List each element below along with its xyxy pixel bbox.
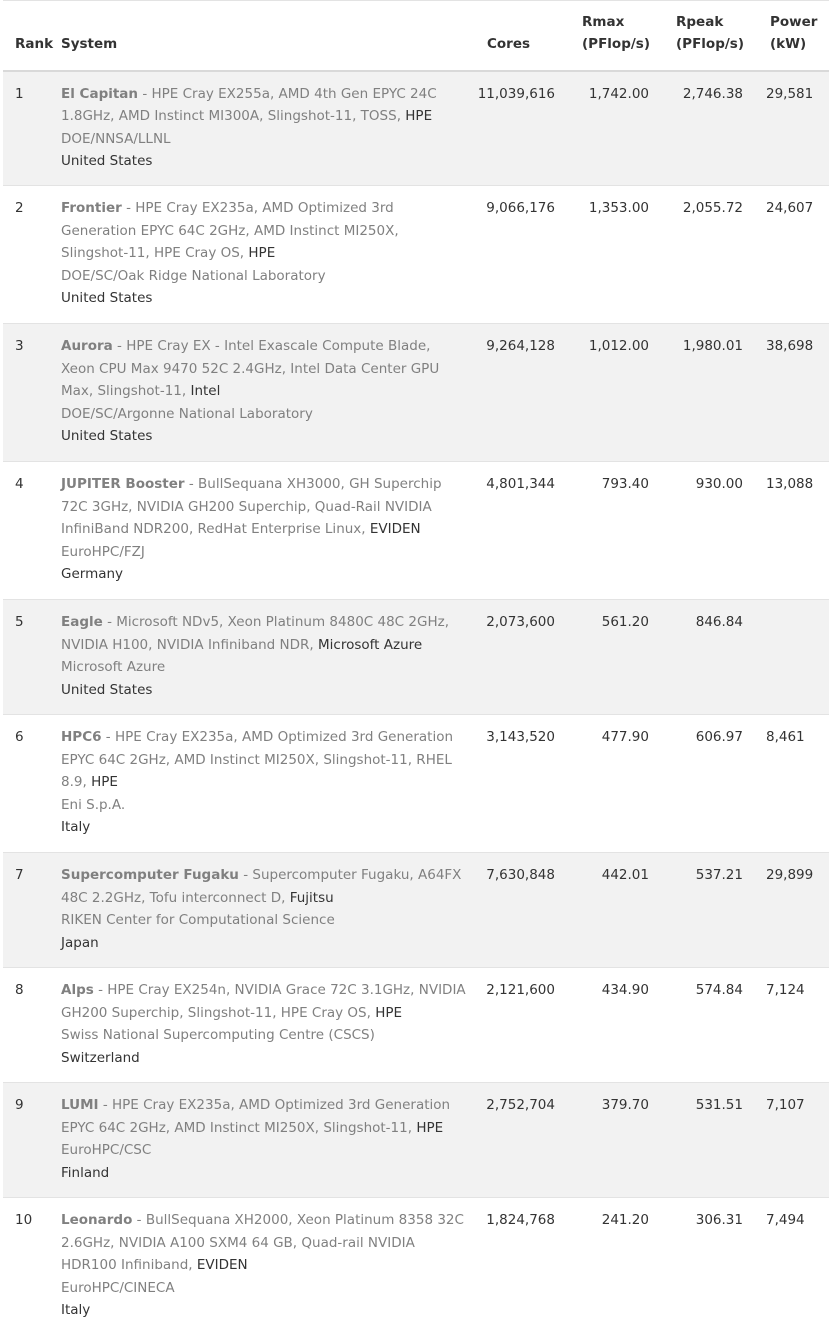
system-name-link[interactable]: Alps <box>61 982 94 998</box>
power-value: 29,899 <box>766 867 814 883</box>
rank-cell <box>3 462 61 600</box>
rmax-value: 442.01 <box>601 867 649 883</box>
power-cell <box>743 968 829 1083</box>
rmax-cell <box>555 462 649 600</box>
cores-cell <box>468 968 555 1083</box>
rmax-value: 1,742.00 <box>588 85 649 102</box>
table-row <box>3 462 829 600</box>
site-link[interactable]: DOE/NNSA/LLNL <box>61 130 171 147</box>
rpeak-cell <box>649 715 743 853</box>
rmax-cell <box>555 1198 649 1328</box>
country-name: United States <box>61 428 153 444</box>
site-link[interactable]: EuroHPC/CINECA <box>61 1279 175 1296</box>
power-value: 29,581 <box>766 85 814 102</box>
site-link[interactable]: Swiss National Supercomputing Centre (CSCS) <box>61 1027 375 1043</box>
top500-table <box>3 0 829 1328</box>
power-value: 8,461 <box>766 729 805 745</box>
cores-cell <box>468 715 555 853</box>
rpeak-value: 574.84 <box>695 982 743 998</box>
rpeak-cell <box>649 1083 743 1198</box>
table-row <box>3 186 829 324</box>
power-cell <box>743 1083 829 1198</box>
header-rmax[interactable]: Rmax (PFlop/s) <box>555 1 649 71</box>
power-value: 24,607 <box>766 200 814 216</box>
rank-value: 3 <box>15 338 24 354</box>
cores-value: 9,066,176 <box>486 200 555 216</box>
rpeak-cell <box>649 324 743 462</box>
rmax-value: 379.70 <box>601 1097 649 1113</box>
power-cell <box>743 71 829 186</box>
rank-cell <box>3 324 61 462</box>
rank-cell <box>3 71 61 186</box>
table-row <box>3 324 829 462</box>
system-description: - HPE Cray EX235a, AMD Optimized 3rd Generation EPYC 64C 2GHz, AMD Instinct MI250X, Slingshot-11, RHEL 8.9, <box>61 729 454 790</box>
table-row <box>3 968 829 1083</box>
site-link[interactable]: Eni S.p.A. <box>61 796 126 813</box>
country-name: United States <box>61 290 153 306</box>
rpeak-cell <box>649 853 743 968</box>
rank-value: 4 <box>15 476 24 492</box>
cores-value: 2,073,600 <box>486 614 555 630</box>
power-cell <box>743 715 829 853</box>
power-cell <box>743 324 829 462</box>
system-name-link[interactable]: Frontier <box>61 200 122 216</box>
system-description: - HPE Cray EX235a, AMD Optimized 3rd Generation EPYC 64C 2GHz, AMD Instinct MI250X, Slingshot-11, <box>61 1097 451 1136</box>
cores-value: 1,824,768 <box>486 1212 555 1228</box>
vendor-link[interactable]: HPE <box>405 108 433 124</box>
system-cell <box>61 1198 468 1328</box>
system-name-link[interactable]: Leonardo <box>61 1212 133 1228</box>
table-row <box>3 715 829 853</box>
cores-cell <box>468 462 555 600</box>
rmax-value: 1,012.00 <box>588 338 649 354</box>
rpeak-cell <box>649 968 743 1083</box>
rank-cell <box>3 968 61 1083</box>
system-cell <box>61 186 468 324</box>
country-name: Japan <box>61 934 99 951</box>
rmax-cell <box>555 600 649 715</box>
table-row <box>3 600 829 715</box>
rmax-cell <box>555 715 649 853</box>
site-link[interactable]: EuroHPC/FZJ <box>61 543 145 560</box>
system-name-link[interactable]: LUMI <box>61 1097 99 1113</box>
power-cell <box>743 186 829 324</box>
system-description: - HPE Cray EX255a, AMD 4th Gen EPYC 24C 1.8GHz, AMD Instinct MI300A, Slingshot-11, TOSS, <box>61 85 437 124</box>
country-name: United States <box>61 153 153 169</box>
vendor-link[interactable]: Intel <box>190 383 221 399</box>
site-link[interactable]: DOE/SC/Argonne National Laboratory <box>61 405 313 422</box>
system-description: - BullSequana XH3000, GH Superchip 72C 3GHz, NVIDIA GH200 Superchip, Quad-Rail NVIDIA InfiniBand NDR200, RedHat Enterprise Linux, <box>61 476 442 537</box>
power-value: 38,698 <box>766 338 814 354</box>
power-cell <box>743 853 829 968</box>
header-cores[interactable]: Cores <box>468 1 555 71</box>
table-body <box>3 71 829 1328</box>
power-value: 13,088 <box>766 476 814 492</box>
header-row <box>3 1 829 71</box>
system-name-link[interactable]: Supercomputer Fugaku <box>61 867 239 883</box>
site-link[interactable]: RIKEN Center for Computational Science <box>61 912 335 928</box>
system-cell <box>61 324 468 462</box>
cores-value: 7,630,848 <box>486 867 555 883</box>
rank-cell <box>3 600 61 715</box>
rmax-value: 434.90 <box>601 982 649 998</box>
system-cell <box>61 968 468 1083</box>
system-cell <box>61 462 468 600</box>
system-description: - Microsoft NDv5, Xeon Platinum 8480C 48C 2GHz, NVIDIA H100, NVIDIA Infiniband NDR, <box>61 614 449 653</box>
power-value: 7,494 <box>766 1212 805 1228</box>
rmax-cell <box>555 853 649 968</box>
rpeak-cell <box>649 186 743 324</box>
system-description: - HPE Cray EX235a, AMD Optimized 3rd Generation EPYC 64C 2GHz, AMD Instinct MI250X, Slingshot-11, HPE Cray OS, <box>61 200 399 261</box>
header-power[interactable]: Power (kW) <box>743 1 829 71</box>
table-row <box>3 853 829 968</box>
system-description: - BullSequana XH2000, Xeon Platinum 8358 32C 2.6GHz, NVIDIA A100 SXM4 64 GB, Quad-rail NVIDIA HDR100 Infiniband, <box>61 1212 464 1273</box>
cores-cell <box>468 1083 555 1198</box>
site-link[interactable]: Microsoft Azure <box>61 659 166 675</box>
rmax-cell <box>555 1083 649 1198</box>
cores-cell <box>468 71 555 186</box>
rmax-cell <box>555 324 649 462</box>
rpeak-value: 531.51 <box>695 1097 743 1113</box>
country-name: Switzerland <box>61 1049 140 1066</box>
vendor-link[interactable]: EVIDEN <box>369 521 421 537</box>
power-value: 7,124 <box>766 982 805 998</box>
system-name-link[interactable]: El Capitan <box>61 85 139 102</box>
top500-table-container <box>3 0 829 1328</box>
rank-value: 8 <box>15 982 24 998</box>
cores-cell <box>468 600 555 715</box>
rmax-value: 1,353.00 <box>588 200 649 216</box>
rank-value: 7 <box>15 867 24 883</box>
rank-cell <box>3 1198 61 1328</box>
header-rank[interactable]: Rank <box>3 1 61 71</box>
rpeak-value: 2,055.72 <box>682 200 743 216</box>
cores-cell <box>468 1198 555 1328</box>
rpeak-value: 537.21 <box>695 867 743 883</box>
rank-cell <box>3 186 61 324</box>
rpeak-value: 2,746.38 <box>682 85 743 102</box>
power-value: 7,107 <box>766 1097 805 1113</box>
cores-cell <box>468 853 555 968</box>
rank-value: 1 <box>15 85 24 102</box>
rpeak-cell <box>649 600 743 715</box>
rmax-value: 793.40 <box>601 476 649 492</box>
system-name-link[interactable]: Aurora <box>61 338 113 354</box>
rmax-cell <box>555 968 649 1083</box>
site-link[interactable]: EuroHPC/CSC <box>61 1142 152 1158</box>
rank-cell <box>3 715 61 853</box>
country-name: United States <box>61 681 153 698</box>
cores-value: 3,143,520 <box>486 729 555 745</box>
cores-cell <box>468 186 555 324</box>
table-row <box>3 1198 829 1328</box>
rank-cell <box>3 1083 61 1198</box>
country-name: Finland <box>61 1164 110 1181</box>
cores-value: 2,121,600 <box>486 982 555 998</box>
vendor-link[interactable]: HPE <box>248 245 276 261</box>
country-name: Italy <box>61 1302 91 1318</box>
rpeak-cell <box>649 71 743 186</box>
header-system[interactable]: System <box>61 1 468 71</box>
table-header <box>3 1 829 71</box>
cores-value: 2,752,704 <box>486 1097 555 1113</box>
site-link[interactable]: DOE/SC/Oak Ridge National Laboratory <box>61 267 326 284</box>
power-cell <box>743 600 829 715</box>
vendor-link[interactable]: HPE <box>416 1119 444 1136</box>
rank-cell <box>3 853 61 968</box>
vendor-link[interactable]: HPE <box>375 1004 403 1021</box>
rmax-value: 477.90 <box>601 729 649 745</box>
rpeak-value: 1,980.01 <box>682 338 743 354</box>
system-cell <box>61 71 468 186</box>
system-description: - Supercomputer Fugaku, A64FX 48C 2.2GHz, Tofu interconnect D, <box>61 867 462 906</box>
table-row <box>3 1083 829 1198</box>
cores-value: 9,264,128 <box>486 338 555 354</box>
power-cell <box>743 1198 829 1328</box>
vendor-link[interactable]: Microsoft Azure <box>318 636 423 653</box>
system-cell <box>61 715 468 853</box>
country-name: Italy <box>61 819 91 835</box>
rpeak-value: 930.00 <box>695 476 743 492</box>
cores-value: 11,039,616 <box>477 85 555 102</box>
rmax-value: 241.20 <box>601 1212 649 1228</box>
rank-value: 9 <box>15 1097 24 1113</box>
system-cell <box>61 853 468 968</box>
system-description: - HPE Cray EX254n, NVIDIA Grace 72C 3.1GHz, NVIDIA GH200 Superchip, Slingshot-11, HPE Cray OS, <box>61 982 466 1021</box>
rmax-value: 561.20 <box>601 614 649 630</box>
rpeak-value: 606.97 <box>695 729 743 745</box>
rmax-cell <box>555 186 649 324</box>
system-name-link[interactable]: HPC6 <box>61 729 102 745</box>
cores-value: 4,801,344 <box>486 476 555 492</box>
rpeak-cell <box>649 1198 743 1328</box>
system-cell <box>61 600 468 715</box>
rank-value: 5 <box>15 614 24 630</box>
header-rpeak[interactable]: Rpeak (PFlop/s) <box>649 1 743 71</box>
rank-value: 10 <box>15 1212 33 1228</box>
rank-value: 2 <box>15 200 24 216</box>
vendor-link[interactable]: EVIDEN <box>196 1257 248 1273</box>
system-name-link[interactable]: Eagle <box>61 614 103 630</box>
system-cell <box>61 1083 468 1198</box>
rank-value: 6 <box>15 729 24 745</box>
power-cell <box>743 462 829 600</box>
system-name-link[interactable]: JUPITER Booster <box>61 476 185 492</box>
table-row <box>3 71 829 186</box>
vendor-link[interactable]: Fujitsu <box>289 889 334 906</box>
cores-cell <box>468 324 555 462</box>
rpeak-value: 846.84 <box>695 614 743 630</box>
rpeak-cell <box>649 462 743 600</box>
system-description: - HPE Cray EX - Intel Exascale Compute Blade, Xeon CPU Max 9470 52C 2.4GHz, Intel Data Center GPU Max, Slingshot-11, <box>61 338 440 399</box>
vendor-link[interactable]: HPE <box>91 774 118 790</box>
rpeak-value: 306.31 <box>695 1212 743 1228</box>
country-name: Germany <box>61 566 124 582</box>
rmax-cell <box>555 71 649 186</box>
